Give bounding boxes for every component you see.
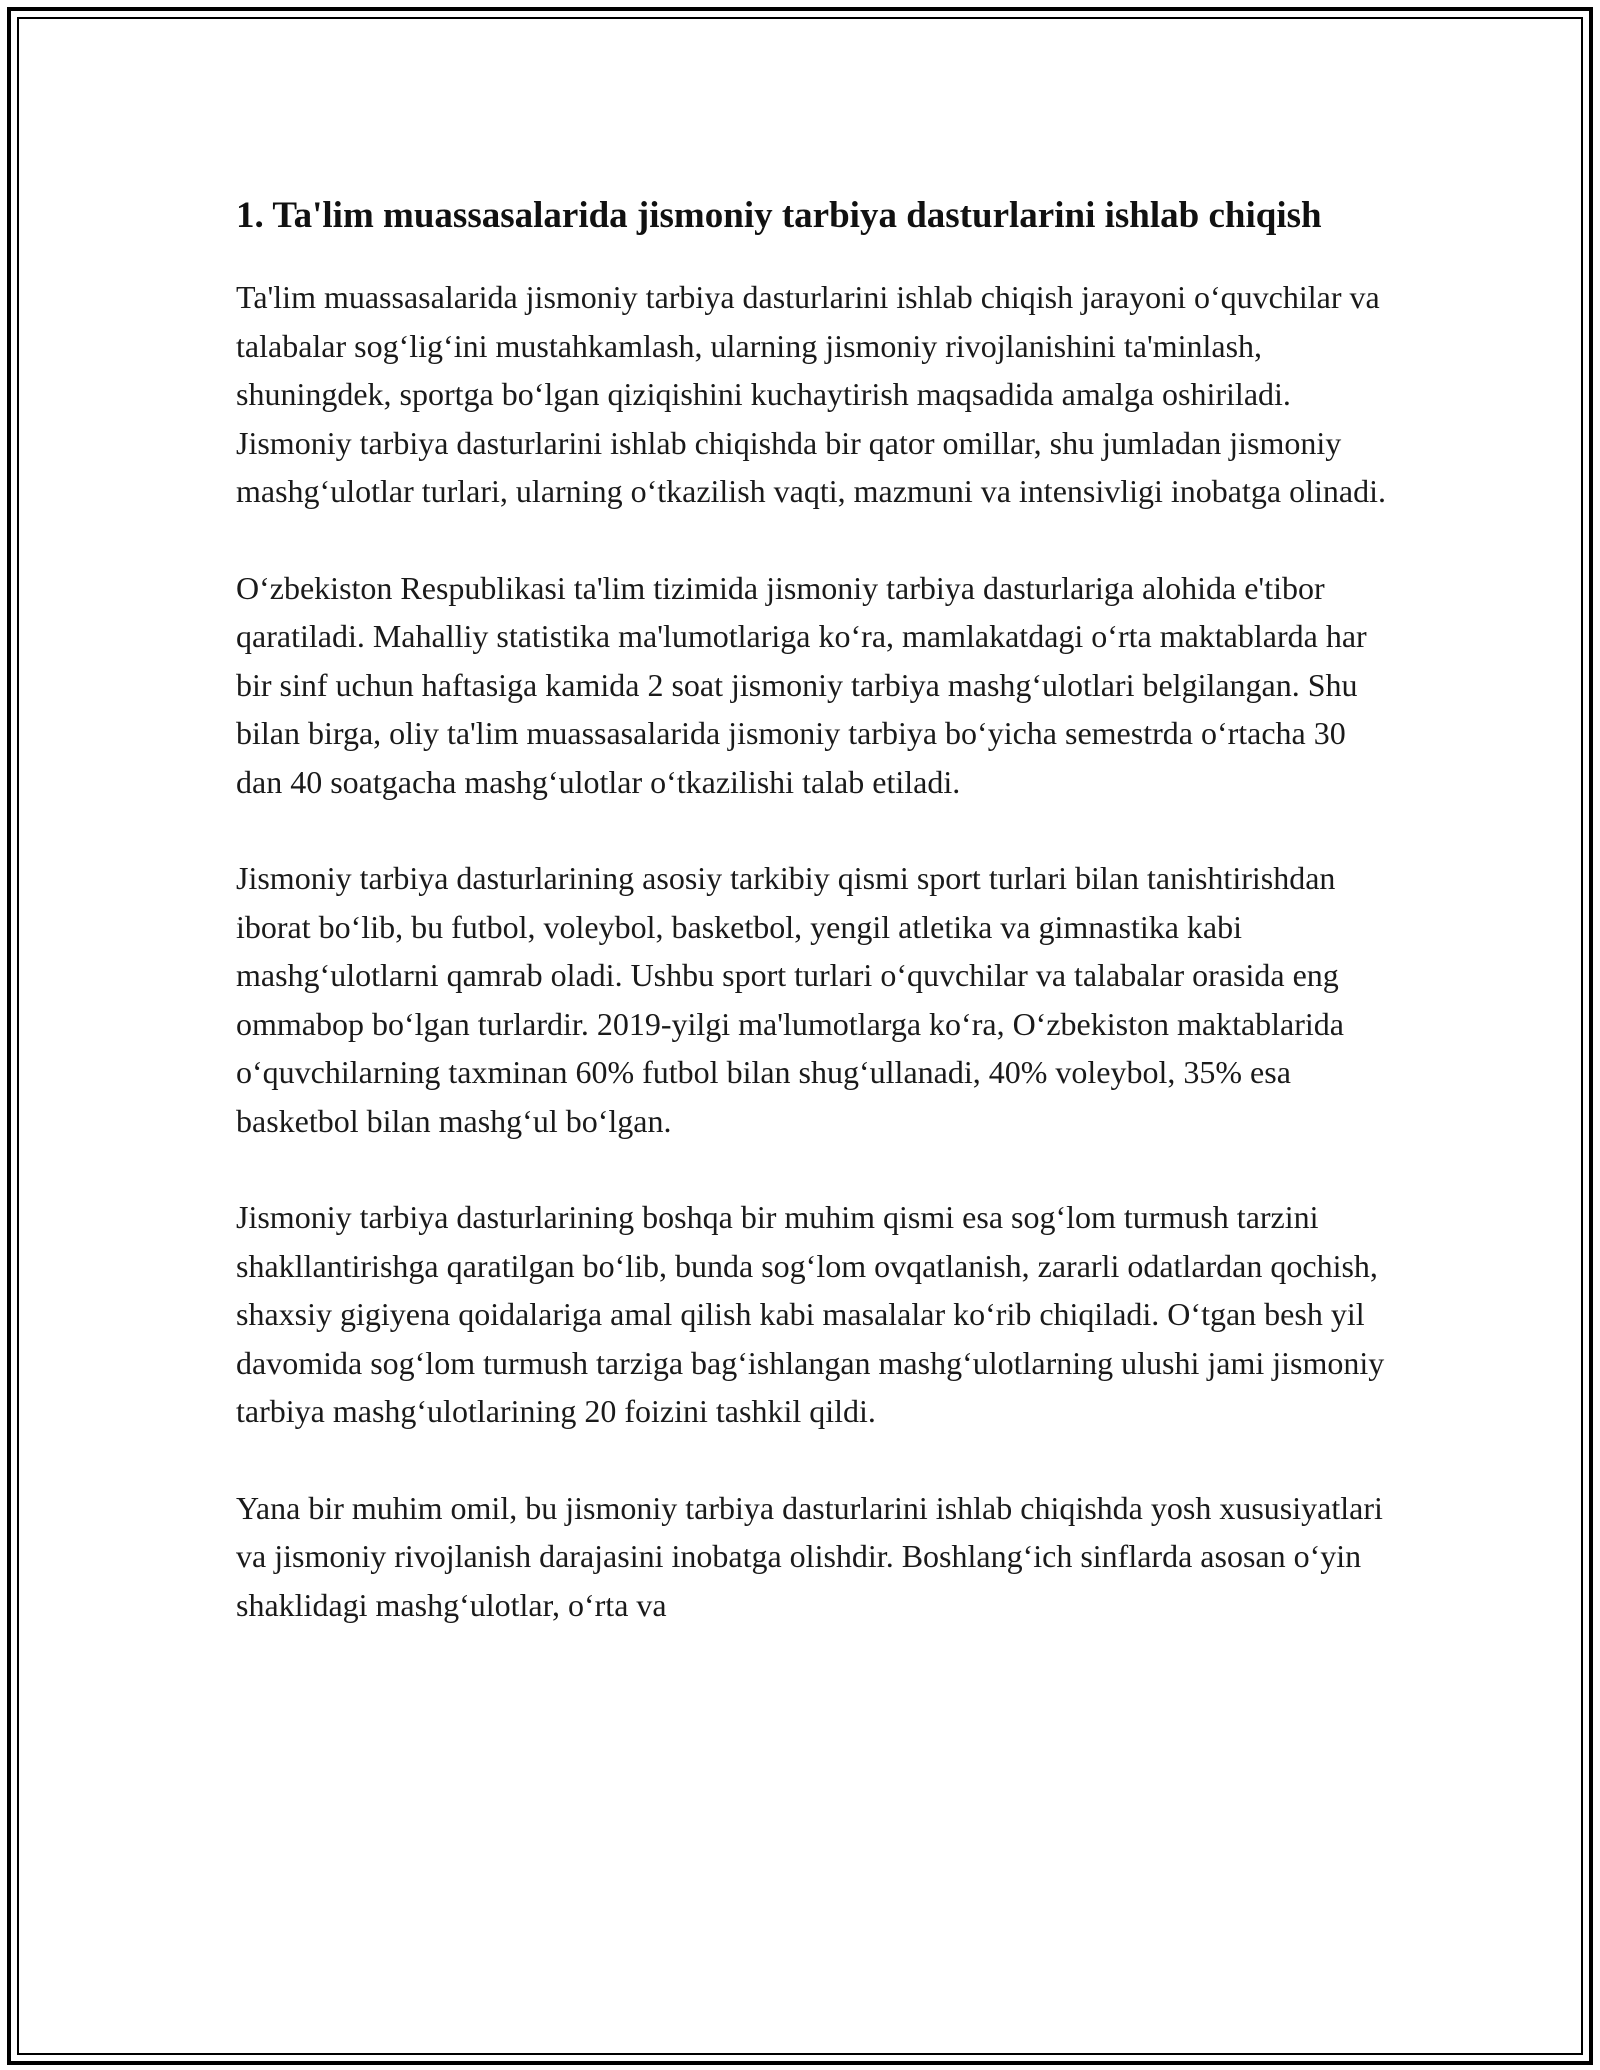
paragraph-1: Ta'lim muassasalarida jismoniy tarbiya dasturlarini ishlab chiqish jarayoni o‘quvchilar va talabalar sog‘lig‘ini mustahkamlash, ularning jismoniy rivojlanishini ta'minlash, shuningdek, sportga bo‘lgan qiziqishini kuchaytirish maqsadida amalga oshiriladi. Jismoniy tarbiya dasturlarini ishlab chiqishda bir qator omillar, shu jumladan jismoniy mashg‘ulotlar turlari, ularning o‘tkazilish vaqti, mazmuni va intensivligi inobatga olinadi. xyxy=(236,279,1386,509)
document-page xyxy=(236,188,1396,1677)
paragraph-3: Jismoniy tarbiya dasturlarining asosiy tarkibiy qismi sport turlari bilan tanishtirishdan iborat bo‘lib, bu futbol, voleybol, basketbol, yengil atletika va gimnastika kabi mashg‘ulotlarni qamrab oladi. Ushbu sport turlari o‘quvchilar va talabalar orasida eng ommabop bo‘lgan turlardir. 2019-yilgi ma'lumotlarga ko‘ra, O‘zbekiston maktablarida o‘quvchilarning taxminan 60% futbol bilan shug‘ullanadi, 40% voleybol, 35% esa basketbol bilan mashg‘ul bo‘lgan. xyxy=(236,860,1344,1139)
section-heading: 1. Ta'lim muassasalarida jismoniy tarbiya dasturlarini ishlab chiqish xyxy=(236,195,1322,236)
paragraph-2: O‘zbekiston Respublikasi ta'lim tizimida jismoniy tarbiya dasturlariga alohida e'tibor qaratiladi. Mahalliy statistika ma'lumotlariga ko‘ra, mamlakatdagi o‘rta maktablarda har bir sinf uchun haftasiga kamida 2 soat jismoniy tarbiya mashg‘ulotlari belgilangan. Shu bilan birga, oliy ta'lim muassasalarida jismoniy tarbiya bo‘yicha semestrda o‘rtacha 30 dan 40 soatgacha mashg‘ulotlar o‘tkazilishi talab etiladi. xyxy=(236,569,1367,800)
paragraph-4: Jismoniy tarbiya dasturlarining boshqa bir muhim qismi esa sog‘lom turmush tarzini shakllantirishga qaratilgan bo‘lib, bunda sog‘lom ovqatlanish, zararli odatlardan qochish, shaxsiy gigiyena qoidalariga amal qilish kabi masalalar ko‘rib chiqiladi. O‘tgan besh yil davomida sog‘lom turmush tarziga bag‘ishlangan mashg‘ulotlarning ulushi jami jismoniy tarbiya mashg‘ulotlarining 20 foizini tashkil qildi. xyxy=(236,1199,1385,1429)
paragraph-5: Yana bir muhim omil, bu jismoniy tarbiya dasturlarini ishlab chiqishda yosh xususiyatlari va jismoniy rivojlanish darajasini inobatga olishdir. Boshlang‘ich sinflarda asosan o‘yin shaklidagi mashg‘ulotlar, o‘rta va xyxy=(236,1489,1383,1623)
